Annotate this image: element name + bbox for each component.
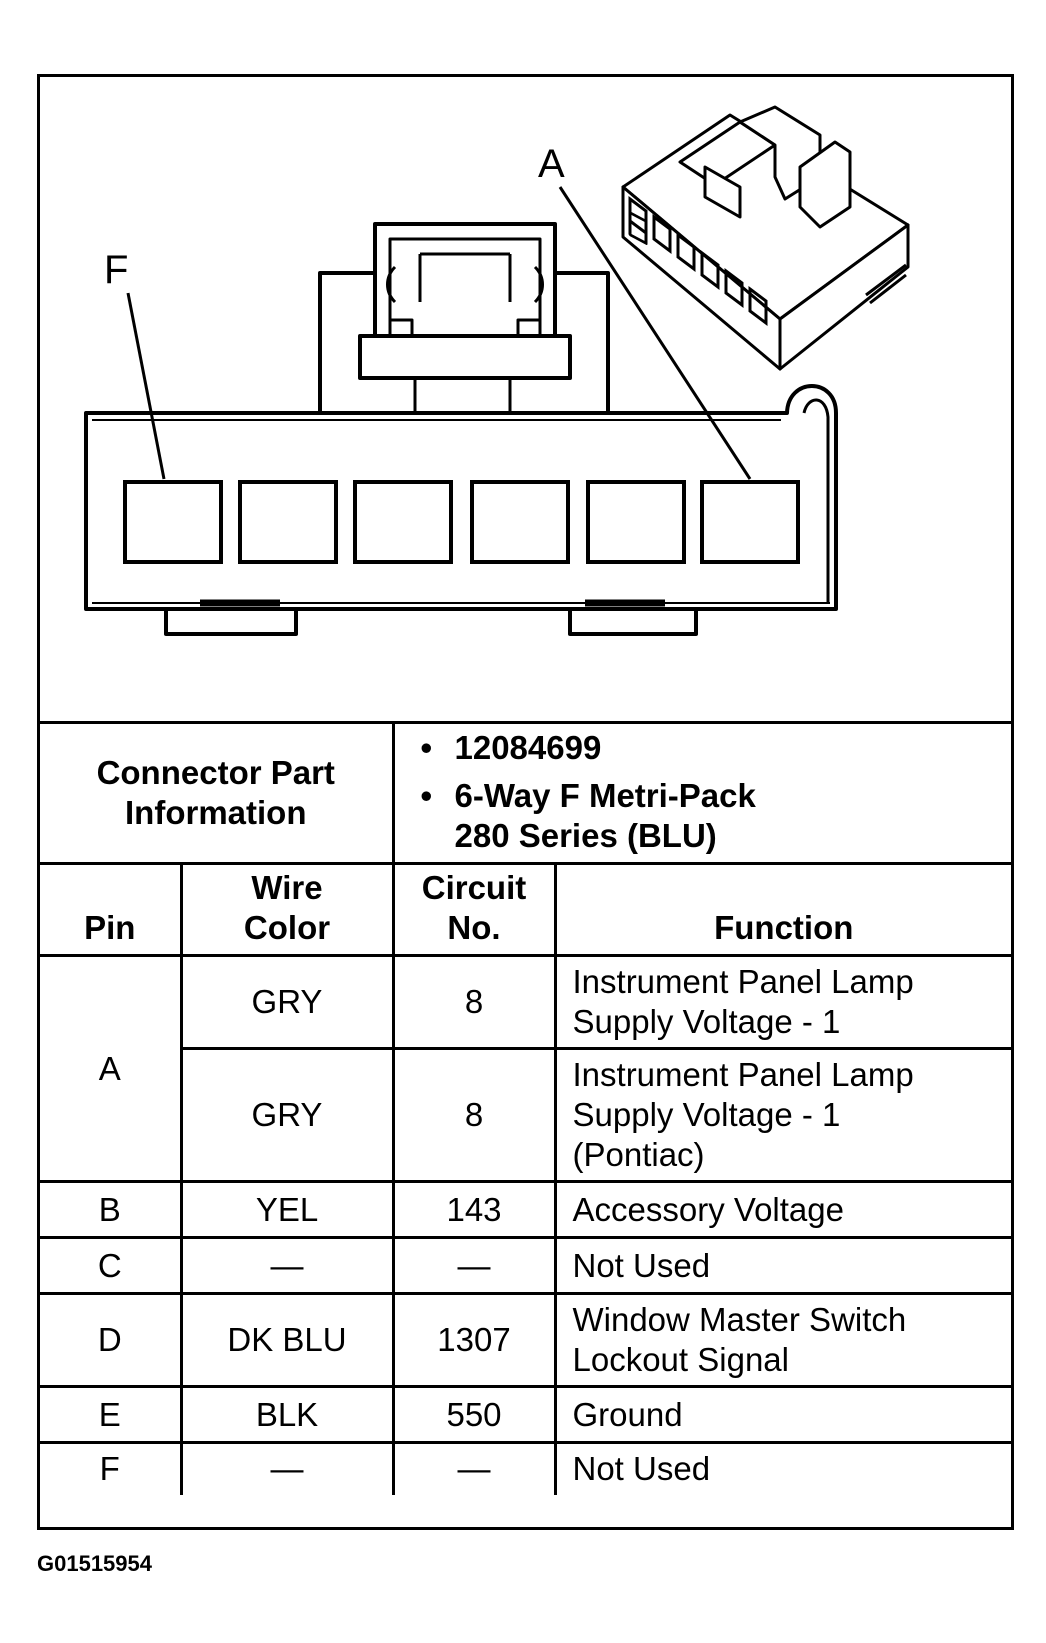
bottom-tab-left	[166, 609, 296, 634]
callout-f: F	[104, 248, 129, 292]
wire-color-cell: —	[181, 1443, 393, 1495]
connector-info-row	[40, 723, 1011, 864]
part-number: • 12084699	[455, 728, 1012, 768]
pin-cell: B	[40, 1182, 181, 1238]
pin-cell: D	[40, 1294, 181, 1387]
pin-cavity-e	[240, 482, 336, 562]
pin-cell: E	[40, 1387, 181, 1443]
header-circuit-no: Circuit No.	[393, 864, 555, 956]
latch-housing	[320, 224, 608, 413]
table-header-row	[40, 864, 1011, 956]
header-function: Function	[555, 864, 1011, 956]
circuit-cell: 8	[393, 956, 555, 1049]
connector-description-line2: 280 Series (BLU)	[454, 817, 717, 854]
wire-color-cell: YEL	[181, 1182, 393, 1238]
latch	[360, 336, 570, 378]
figure-id: G01515954	[37, 1551, 152, 1576]
pin-cavity-c	[472, 482, 568, 562]
table-row	[40, 1443, 1011, 1495]
diagram-frame	[37, 74, 1014, 1530]
callout-a: A	[538, 142, 565, 186]
function-cell: Instrument Panel Lamp Supply Voltage - 1 (Pontiac)	[555, 1049, 1011, 1182]
wire-color-cell: BLK	[181, 1387, 393, 1443]
wire-color-cell: —	[181, 1238, 393, 1294]
function-cell: Not Used	[555, 1238, 1011, 1294]
pin-cell: A	[40, 956, 181, 1182]
wire-color-cell: GRY	[181, 1049, 393, 1182]
pin-cell: F	[40, 1443, 181, 1495]
circuit-cell: —	[393, 1443, 555, 1495]
circuit-cell: —	[393, 1238, 555, 1294]
circuit-cell: 143	[393, 1182, 555, 1238]
header-pin: Pin	[40, 864, 181, 956]
connector-description-line1: • 6-Way F Metri-Pack	[455, 776, 1012, 816]
connector-drawing	[40, 77, 1011, 721]
circuit-cell: 550	[393, 1387, 555, 1443]
function-cell: Ground	[555, 1387, 1011, 1443]
pin-cavity-a	[702, 482, 798, 562]
pin-cavity-d	[355, 482, 451, 562]
leader-line-f	[128, 293, 164, 479]
bottom-tab-right	[570, 609, 696, 634]
circuit-cell: 8	[393, 1049, 555, 1182]
pin-cavity-b	[588, 482, 684, 562]
function-cell: Accessory Voltage	[555, 1182, 1011, 1238]
connector-isometric-view	[623, 107, 908, 369]
header-wire-color: Wire Color	[181, 864, 393, 956]
table-row	[40, 1294, 1011, 1387]
table-row	[40, 956, 1011, 1049]
connector-info-values	[393, 723, 1011, 864]
wire-color-cell: DK BLU	[181, 1294, 393, 1387]
pin-cavity-f	[125, 482, 221, 562]
connector-info-label: Connector Part Information	[40, 723, 393, 864]
circuit-cell: 1307	[393, 1294, 555, 1387]
connector-table	[40, 721, 1011, 1495]
table-row	[40, 1182, 1011, 1238]
function-cell: Instrument Panel Lamp Supply Voltage - 1	[555, 956, 1011, 1049]
table-row	[40, 1049, 1011, 1182]
function-cell: Window Master Switch Lockout Signal	[555, 1294, 1011, 1387]
function-cell: Not Used	[555, 1443, 1011, 1495]
table-row	[40, 1238, 1011, 1294]
wire-color-cell: GRY	[181, 956, 393, 1049]
pin-cell: C	[40, 1238, 181, 1294]
table-row	[40, 1387, 1011, 1443]
